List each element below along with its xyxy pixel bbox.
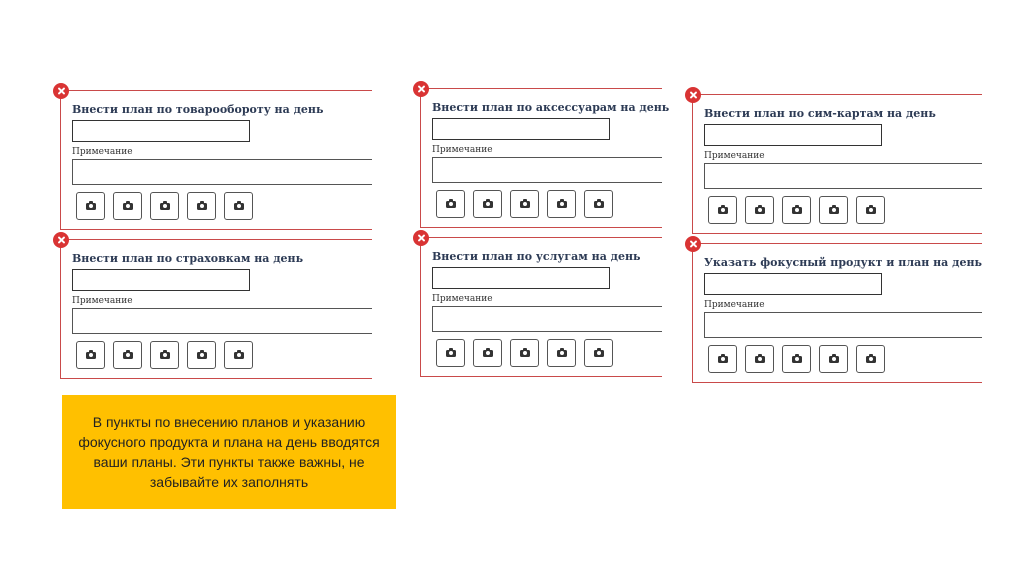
close-icon[interactable] <box>685 87 701 103</box>
note-label: Примечание <box>72 147 133 157</box>
camera-icon <box>197 352 207 359</box>
photo-button[interactable] <box>436 339 465 367</box>
photo-button[interactable] <box>782 196 811 224</box>
photo-buttons <box>436 339 613 367</box>
plan-card-accessories <box>420 88 670 228</box>
plan-input[interactable] <box>704 273 882 295</box>
camera-icon <box>197 203 207 210</box>
photo-button[interactable] <box>584 339 613 367</box>
callout-text: В пункты по внесению планов и указанию фокусного продукта и плана на день вводятся ваши планы. Эти пункты также важны, не забывайте их заполнять <box>78 414 380 490</box>
photo-button[interactable] <box>510 339 539 367</box>
photo-button[interactable] <box>187 341 216 369</box>
note-label: Примечание <box>432 145 493 155</box>
camera-icon <box>557 201 567 208</box>
photo-button[interactable] <box>745 196 774 224</box>
camera-icon <box>557 350 567 357</box>
note-input[interactable] <box>72 159 372 185</box>
camera-icon <box>123 203 133 210</box>
camera-icon <box>829 207 839 214</box>
photo-button[interactable] <box>819 345 848 373</box>
photo-button[interactable] <box>856 345 885 373</box>
photo-buttons <box>76 192 253 220</box>
camera-icon <box>718 207 728 214</box>
photo-button[interactable] <box>819 196 848 224</box>
plan-input[interactable] <box>432 118 610 140</box>
camera-icon <box>755 207 765 214</box>
camera-icon <box>792 207 802 214</box>
close-icon[interactable] <box>413 230 429 246</box>
plan-card-turnover <box>60 90 372 230</box>
plan-card-sim-cards <box>692 94 982 234</box>
plan-card-focus-product <box>692 243 982 383</box>
note-label: Примечание <box>704 151 765 161</box>
camera-icon <box>718 356 728 363</box>
close-icon[interactable] <box>53 83 69 99</box>
note-input[interactable] <box>432 157 662 183</box>
card-title: Внести план по товарообороту на день <box>72 103 324 116</box>
close-icon[interactable] <box>53 232 69 248</box>
camera-icon <box>86 352 96 359</box>
photo-button[interactable] <box>224 341 253 369</box>
card-title: Внести план по услугам на день <box>432 250 641 263</box>
camera-icon <box>446 201 456 208</box>
photo-button[interactable] <box>76 341 105 369</box>
camera-icon <box>755 356 765 363</box>
photo-button[interactable] <box>584 190 613 218</box>
photo-button[interactable] <box>547 339 576 367</box>
camera-icon <box>483 201 493 208</box>
photo-button[interactable] <box>150 192 179 220</box>
camera-icon <box>520 201 530 208</box>
photo-button[interactable] <box>224 192 253 220</box>
photo-button[interactable] <box>150 341 179 369</box>
card-title: Внести план по сим-картам на день <box>704 107 936 120</box>
photo-buttons <box>436 190 613 218</box>
camera-icon <box>866 207 876 214</box>
camera-icon <box>594 201 604 208</box>
plan-card-services <box>420 237 662 377</box>
plan-input[interactable] <box>72 269 250 291</box>
camera-icon <box>234 352 244 359</box>
photo-button[interactable] <box>113 192 142 220</box>
photo-buttons <box>708 196 885 224</box>
camera-icon <box>520 350 530 357</box>
photo-button[interactable] <box>473 190 502 218</box>
photo-buttons <box>708 345 885 373</box>
card-title: Указать фокусный продукт и план на день <box>704 256 982 269</box>
photo-button[interactable] <box>510 190 539 218</box>
photo-button[interactable] <box>547 190 576 218</box>
camera-icon <box>160 352 170 359</box>
card-title: Внести план по страховкам на день <box>72 252 304 265</box>
photo-button[interactable] <box>856 196 885 224</box>
camera-icon <box>160 203 170 210</box>
close-icon[interactable] <box>685 236 701 252</box>
photo-button[interactable] <box>708 345 737 373</box>
camera-icon <box>483 350 493 357</box>
photo-button[interactable] <box>745 345 774 373</box>
info-callout <box>62 395 396 509</box>
photo-button[interactable] <box>436 190 465 218</box>
close-icon[interactable] <box>413 81 429 97</box>
photo-button[interactable] <box>708 196 737 224</box>
note-input[interactable] <box>432 306 662 332</box>
photo-button[interactable] <box>187 192 216 220</box>
card-title: Внести план по аксессуарам на день <box>432 101 670 114</box>
note-input[interactable] <box>704 312 982 338</box>
camera-icon <box>446 350 456 357</box>
photo-button[interactable] <box>76 192 105 220</box>
plan-input[interactable] <box>432 267 610 289</box>
camera-icon <box>792 356 802 363</box>
note-label: Примечание <box>72 296 133 306</box>
note-label: Примечание <box>432 294 493 304</box>
photo-button[interactable] <box>782 345 811 373</box>
camera-icon <box>866 356 876 363</box>
camera-icon <box>594 350 604 357</box>
camera-icon <box>829 356 839 363</box>
plan-card-insurance <box>60 239 372 379</box>
note-input[interactable] <box>72 308 372 334</box>
camera-icon <box>234 203 244 210</box>
photo-buttons <box>76 341 253 369</box>
note-label: Примечание <box>704 300 765 310</box>
photo-button[interactable] <box>473 339 502 367</box>
plan-input[interactable] <box>72 120 250 142</box>
camera-icon <box>123 352 133 359</box>
camera-icon <box>86 203 96 210</box>
plan-input[interactable] <box>704 124 882 146</box>
photo-button[interactable] <box>113 341 142 369</box>
note-input[interactable] <box>704 163 982 189</box>
